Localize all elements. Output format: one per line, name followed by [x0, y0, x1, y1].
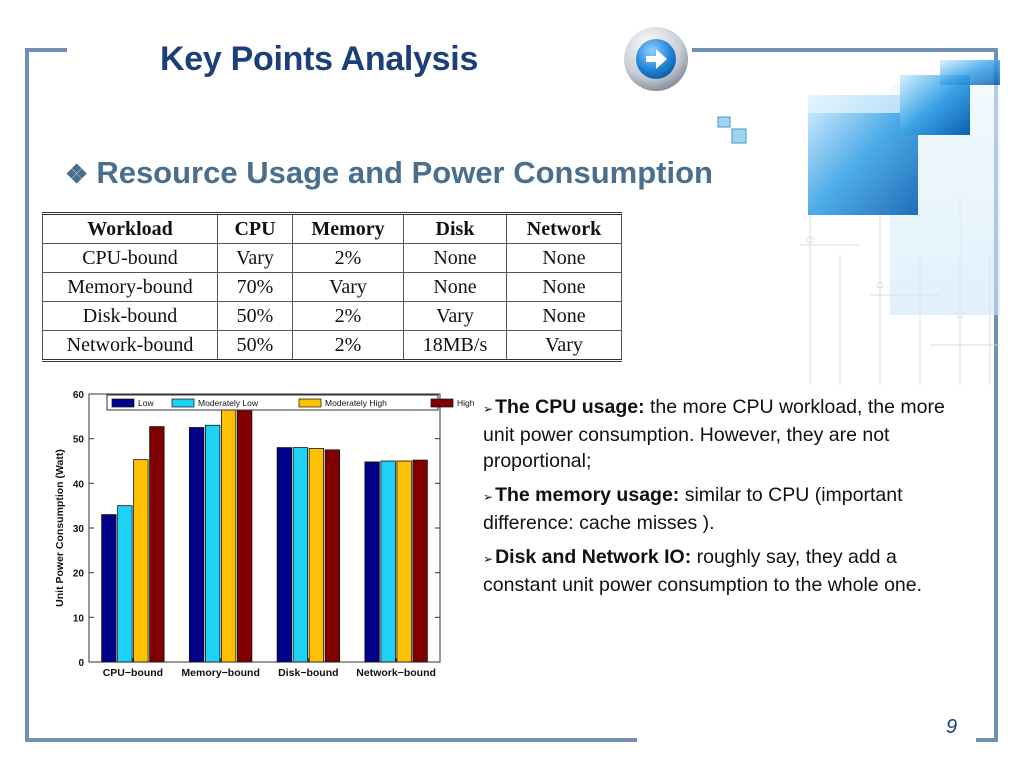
bullet-item: [483, 394, 958, 474]
legend-label: Moderately High: [325, 398, 387, 408]
table-header-cell: Network: [507, 214, 622, 244]
bullet-list: [483, 394, 958, 606]
section-heading-text: Resource Usage and Power Consumption: [96, 155, 713, 190]
table-cell: None: [507, 244, 622, 273]
legend-label: High: [457, 398, 475, 408]
power-consumption-bar-chart: [50, 388, 475, 683]
table-header-cell: Workload: [43, 214, 218, 244]
bar: [118, 506, 133, 662]
bullet-text: the more CPU workload, the more unit power consumption. However, they are not proportional;: [483, 396, 945, 472]
bar: [277, 448, 292, 662]
table-header-cell: CPU: [218, 214, 293, 244]
bar: [134, 460, 149, 662]
table-cell: 50%: [218, 302, 293, 331]
bar: [413, 460, 428, 662]
decorative-cubes-graphic: [690, 55, 1010, 385]
y-tick-label: 10: [72, 613, 84, 625]
bar: [150, 427, 165, 662]
table-cell: Vary: [293, 273, 404, 302]
table-cell: 50%: [218, 331, 293, 361]
bullet-text: similar to CPU (important difference: cache misses ).: [483, 484, 903, 534]
bullet-item: [483, 544, 958, 598]
x-tick-label: Network−bound: [356, 667, 436, 679]
bar: [237, 398, 252, 662]
legend-swatch: [172, 399, 194, 407]
legend-box: [107, 395, 438, 410]
arrow-bullet-icon: ➢: [483, 402, 494, 416]
bar: [365, 462, 380, 662]
section-heading: [65, 155, 713, 191]
resource-usage-table: [42, 212, 622, 362]
bullet-item: [483, 482, 958, 536]
page-number: 9: [946, 716, 958, 738]
table-cell: None: [404, 273, 507, 302]
y-axis-label: Unit Power Consumption (Watt): [54, 449, 66, 607]
table-cell: 2%: [293, 331, 404, 361]
frame-bottom: [25, 738, 637, 742]
frame-top-right: [692, 48, 998, 52]
bar: [325, 450, 340, 662]
x-tick-label: Memory−bound: [181, 667, 260, 679]
y-tick-label: 30: [72, 524, 84, 535]
table-cell: Network-bound: [43, 331, 218, 361]
table-cell: 18MB/s: [404, 331, 507, 361]
table-cell: Vary: [507, 331, 622, 361]
table-cell: Vary: [404, 302, 507, 331]
legend-swatch: [112, 399, 134, 407]
table-cell: None: [507, 273, 622, 302]
y-tick-label: 40: [72, 479, 84, 491]
legend-label: Moderately Low: [198, 398, 259, 408]
arrow-bullet-icon: ➢: [483, 490, 494, 504]
diamond-bullet-icon: ❖: [65, 159, 89, 189]
table-cell: Disk-bound: [43, 302, 218, 331]
table-cell: 2%: [293, 302, 404, 331]
table-cell: CPU-bound: [43, 244, 218, 273]
bullet-bold: Disk and Network IO:: [495, 546, 692, 568]
slide-title: Key Points Analysis: [160, 40, 479, 78]
legend-label: Low: [138, 398, 154, 408]
bullet-text: roughly say, they add a constant unit power consumption to the whole one.: [483, 546, 923, 596]
bar: [221, 410, 236, 662]
legend-swatch: [299, 399, 321, 407]
x-tick-label: CPU−bound: [102, 667, 164, 679]
table-cell: None: [507, 302, 622, 331]
table-cell: 70%: [218, 273, 293, 302]
table-header-cell: Memory: [293, 214, 404, 244]
table-cell: 2%: [293, 244, 404, 273]
table-cell: Vary: [218, 244, 293, 273]
bar: [397, 461, 412, 662]
table-row: [43, 331, 622, 361]
bar: [189, 428, 204, 663]
next-arrow-icon[interactable]: [620, 25, 692, 93]
y-tick-label: 50: [72, 434, 84, 446]
frame-left: [25, 48, 29, 742]
bar: [205, 425, 220, 662]
bar: [102, 515, 117, 662]
bar: [293, 448, 308, 662]
table-cell: None: [404, 244, 507, 273]
table-header-cell: Disk: [404, 214, 507, 244]
table-row: [43, 302, 622, 331]
legend-swatch: [431, 399, 453, 407]
bullet-bold: The memory usage:: [495, 484, 680, 506]
x-tick-label: Disk−bound: [278, 667, 339, 679]
table-cell: Memory-bound: [43, 273, 218, 302]
y-tick-label: 60: [72, 390, 84, 401]
bar: [309, 448, 324, 662]
arrow-bullet-icon: ➢: [483, 552, 494, 566]
frame-top-left: [25, 48, 67, 52]
bar: [381, 461, 396, 662]
y-tick-label: 0: [78, 658, 84, 669]
y-tick-label: 20: [72, 568, 84, 580]
table-row: [43, 244, 622, 273]
table-header-row: [43, 214, 622, 244]
bullet-bold: The CPU usage:: [495, 396, 645, 418]
table-row: [43, 273, 622, 302]
